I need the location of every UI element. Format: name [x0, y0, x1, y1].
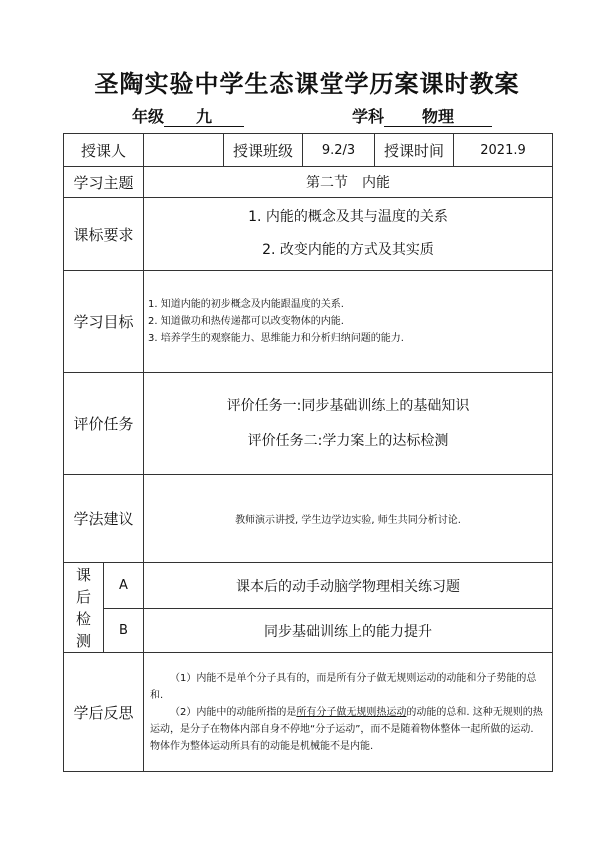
method-label: 学法建议 — [64, 475, 144, 563]
homework-value-b: 同步基础训练上的能力提升 — [144, 609, 553, 653]
grade-value: 九 — [164, 108, 244, 127]
reflection-paragraph-2: （2）内能中的动能所指的是所有分子做无规则热运动的动能的总和. 这种无规则的热运动，是分子在物体内部自身不停地“分子运动”，而不是随着物体整体一起所做的运动. 物体作为整体运动所具有的动能是机械能不是内能. — [150, 706, 543, 752]
homework-label: 课 后 检 测 — [64, 563, 104, 653]
standards-row — [64, 198, 553, 271]
homework-row-b — [64, 609, 553, 653]
assessment-item: 评价任务一:同步基础训练上的基础知识 — [226, 397, 470, 414]
standards-item: 1. 内能的概念及其与温度的关系 — [248, 209, 448, 225]
assessment-row — [64, 373, 553, 475]
method-row — [64, 475, 553, 563]
objective-item: 1. 知道内能的初步概念及内能跟温度的关系. — [148, 299, 344, 310]
objectives-label: 学习目标 — [64, 271, 144, 373]
standards-item: 2. 改变内能的方式及其实质 — [262, 242, 434, 258]
method-value: 教师演示讲授, 学生边学边实验, 师生共同分析讨论. — [144, 475, 553, 563]
homework-value-a: 课本后的动手动脑学物理相关练习题 — [144, 563, 553, 609]
time-label: 授课时间 — [375, 134, 454, 167]
theme-row — [64, 167, 553, 198]
assessment-item: 评价任务二:学力案上的达标检测 — [247, 432, 449, 449]
class-value: 9.2/3 — [303, 134, 375, 167]
assessment-label: 评价任务 — [64, 373, 144, 475]
grade-line — [132, 104, 244, 127]
teacher-value — [144, 134, 224, 167]
standards-label: 课标要求 — [64, 198, 144, 271]
subject-line — [352, 104, 492, 127]
objectives-row — [64, 271, 553, 373]
underlined-phrase: 所有分子做无规则热运动 — [296, 706, 407, 718]
standards-cell — [144, 198, 553, 271]
lesson-table — [63, 133, 553, 772]
teacher-label: 授课人 — [64, 134, 144, 167]
subject-label: 学科 — [352, 107, 385, 126]
theme-label: 学习主题 — [64, 167, 144, 198]
time-value: 2021.9 — [454, 134, 553, 167]
page-title: 圣陶实验中学生态课堂学历案课时教案 — [94, 69, 520, 98]
reflection-row — [64, 653, 553, 772]
grade-label: 年级 — [132, 107, 165, 126]
info-row — [64, 134, 553, 167]
objectives-cell — [144, 271, 553, 373]
homework-key-a: A — [104, 563, 144, 609]
theme-value: 第二节 内能 — [144, 167, 553, 198]
reflection-paragraph-1: （1）内能不是单个分子具有的，而是所有分子做无规则运动的动能和分子势能的总和. — [150, 672, 537, 701]
homework-row-a — [64, 563, 553, 609]
class-label: 授课班级 — [224, 134, 303, 167]
reflection-cell — [144, 653, 553, 772]
objective-item: 3. 培养学生的观察能力、思维能力和分析归纳问题的能力. — [148, 333, 404, 344]
subject-value: 物理 — [384, 108, 492, 127]
homework-key-b: B — [104, 609, 144, 653]
assessment-cell — [144, 373, 553, 475]
reflection-label: 学后反思 — [64, 653, 144, 772]
objective-item: 2. 知道做功和热传递都可以改变物体的内能. — [148, 316, 344, 327]
